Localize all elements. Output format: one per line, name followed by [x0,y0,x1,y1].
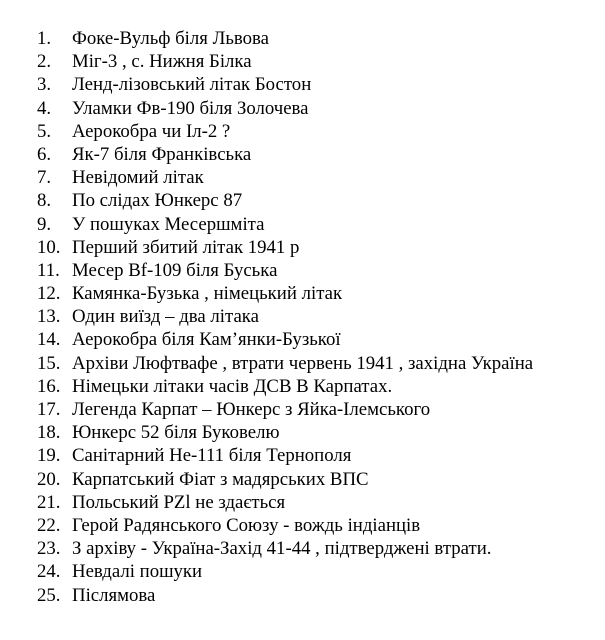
list-item-title: Міг-3 , с. Нижня Білка [72,51,252,73]
list-item-number: 10. [37,236,61,258]
list-item-number: 13. [37,306,61,328]
list-item-title: Уламки Фв-190 біля Золочева [72,97,309,119]
list-item-title: Архіви Люфтвафе , втрати червень 1941 , західна Україна [72,352,534,374]
list-item-number: 12. [37,283,61,305]
list-item [37,468,603,491]
list-item-number: 15. [37,352,61,374]
list-item-title: Аерокобра біля Кам’янки-Бузької [72,329,341,351]
list-item-number: 22. [37,514,61,536]
list-item-number: 2. [37,51,52,73]
list-item-title: Післямова [72,584,156,606]
list-item [37,491,603,514]
list-item [37,120,603,143]
list-item [37,514,603,537]
list-item [37,328,603,351]
list-item-number: 5. [37,120,52,142]
list-item [37,305,603,328]
list-item-number: 6. [37,143,52,165]
list-item-number: 9. [37,213,52,235]
list-item-number: 1. [37,28,52,49]
list-item-number: 23. [37,538,61,560]
list-item-title: Герой Радянського Союзу - вождь індіанців [72,514,421,536]
list-item-number: 18. [37,422,61,444]
list-item-number: 7. [37,167,52,189]
list-item [37,584,603,607]
list-item-title: З архіву - Україна-Захід 41-44 , підтверджені втрати. [72,538,492,560]
list-item-number: 21. [37,491,61,513]
list-item-title: Як-7 біля Франківська [72,143,252,165]
list-item-number: 20. [37,468,61,490]
list-item-title: Польський PZl не здається [72,491,286,513]
list-item-number: 17. [37,399,61,420]
list-item-title: Легенда Карпат – Юнкерс з Яйка-Ілемського [72,399,431,420]
list-item [37,282,603,305]
list-item [37,398,603,421]
list-item [37,236,603,259]
list-item-number: 3. [37,74,52,96]
list-item [37,166,603,189]
list-item [37,213,603,236]
list-item-title: Невідомий літак [72,167,204,189]
list-item-title: Ленд-лізовський літак Бостон [72,74,312,96]
list-item-title: Перший збитий літак 1941 р [72,236,300,258]
list-item-number: 8. [37,190,52,212]
list-item-title: Німецьки літаки часів ДСВ В Карпатах. [72,375,393,397]
list-item-title: Один виїзд – два літака [72,306,259,328]
list-item [37,189,603,212]
list-item [37,97,603,120]
list-item [37,375,603,398]
list-item-number: 11. [37,259,60,281]
list-item-title: У пошуках Месершміта [72,213,265,235]
list-item-title: Юнкерс 52 біля Буковелю [72,422,280,444]
list-item-title: Карпатський Фіат з мадярських ВПС [72,468,369,490]
list-item-number: 24. [37,561,61,583]
list-item [37,421,603,444]
list-item-number: 16. [37,375,61,397]
list-item [37,560,603,583]
list-item-number: 25. [37,584,61,606]
list-item [37,73,603,96]
list-item-number: 14. [37,329,61,351]
list-item-number: 19. [37,445,61,467]
list-item-title: Фоке-Вульф біля Львова [72,28,269,49]
list-item [37,444,603,467]
list-item [37,50,603,73]
list-item-title: Месер Bf-109 біля Буська [72,259,278,281]
list-item [37,352,603,375]
contents-list [37,27,603,607]
list-item [37,143,603,166]
list-item [37,259,603,282]
list-item-number: 4. [37,97,52,119]
list-item-title: Аерокобра чи Іл-2 ? [72,120,231,142]
list-item [37,537,603,560]
list-item-title: Невдалі пошуки [72,561,203,583]
list-item-title: Санітарний Не-111 біля Тернополя [72,445,352,467]
list-item-title: По слідах Юнкерс 87 [72,190,243,212]
list-item-title: Камянка-Бузька , німецький літак [72,283,343,305]
list-item [37,27,603,50]
